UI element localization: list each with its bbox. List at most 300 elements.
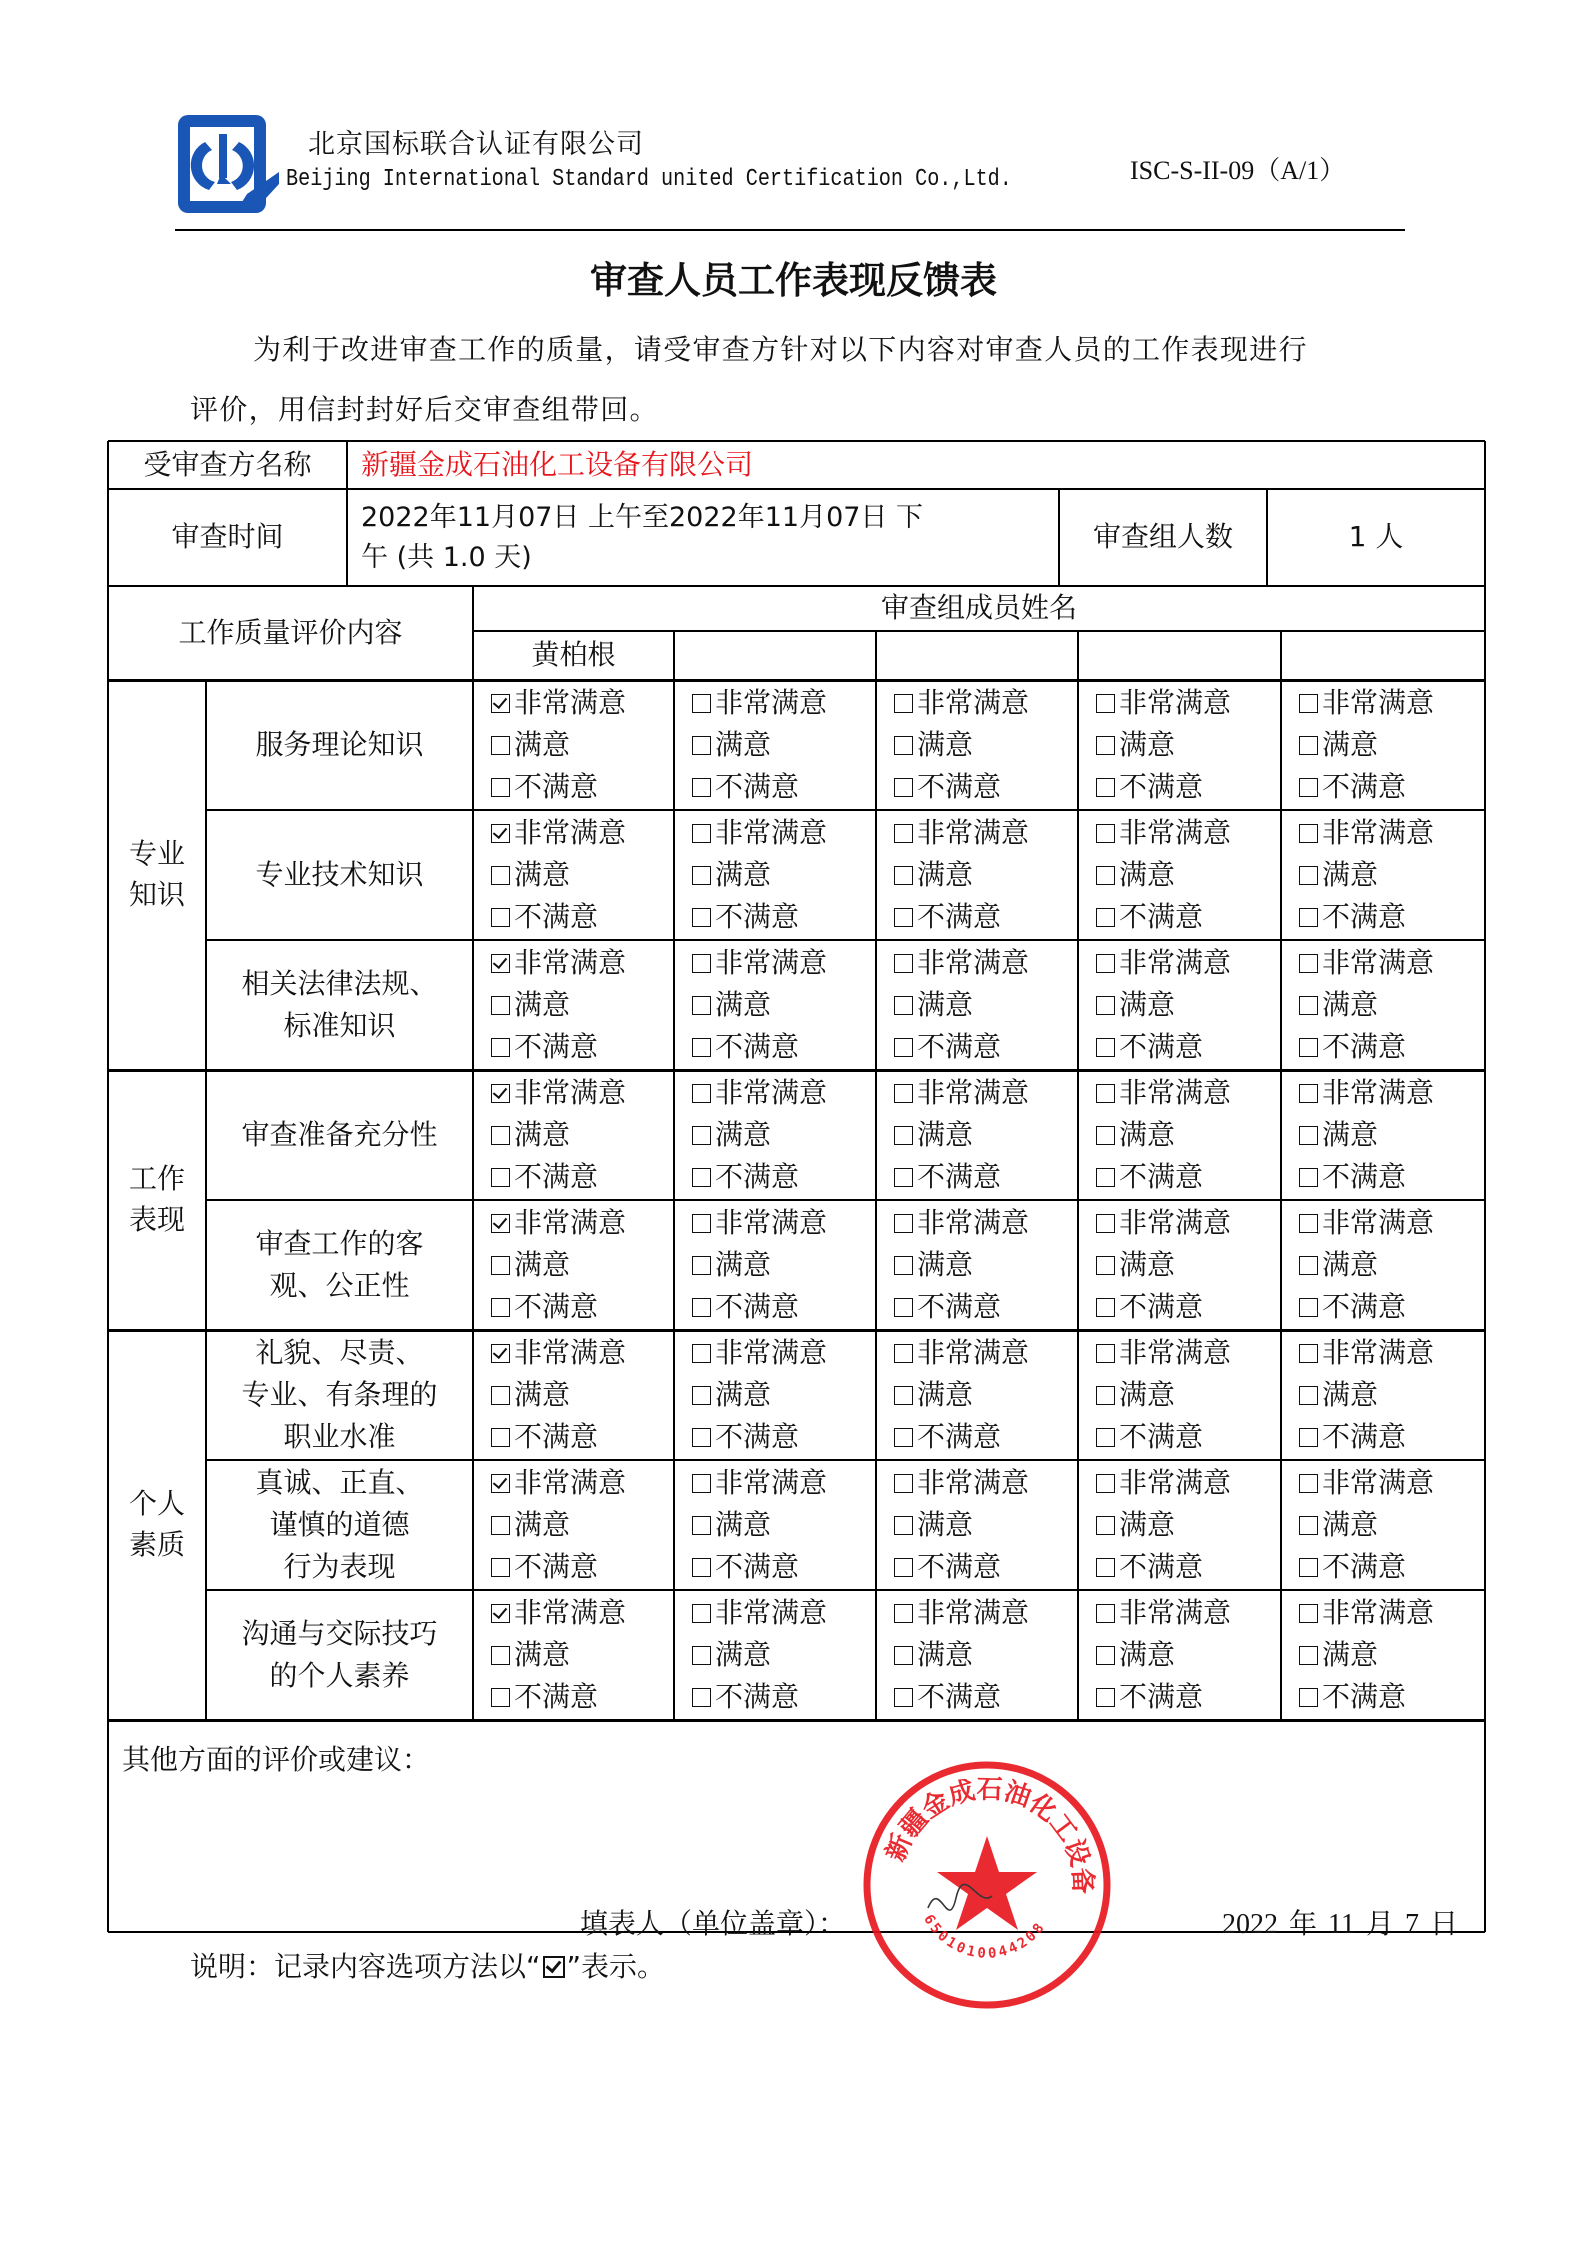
comments-label: 其他方面的评价或建议： bbox=[122, 1743, 431, 1776]
checkbox[interactable] bbox=[1096, 1646, 1115, 1665]
criterion-label-line: 标准知识 bbox=[283, 1009, 396, 1042]
checkbox[interactable] bbox=[1299, 1604, 1318, 1623]
option-label: 非常满意 bbox=[1119, 1596, 1232, 1629]
option-label: 非常满意 bbox=[917, 1466, 1030, 1499]
checkbox[interactable] bbox=[1096, 1038, 1115, 1057]
rating-option[interactable] bbox=[491, 1546, 674, 1588]
criterion-label-line: 谨慎的道德 bbox=[269, 1508, 410, 1541]
rating-option[interactable] bbox=[491, 1156, 674, 1198]
checkbox[interactable] bbox=[692, 1516, 711, 1535]
rating-option[interactable] bbox=[491, 942, 674, 984]
checkbox[interactable] bbox=[1096, 778, 1115, 797]
table-border bbox=[206, 939, 1485, 942]
rating-option[interactable] bbox=[692, 1634, 876, 1676]
option-label: 不满意 bbox=[715, 1160, 800, 1193]
rating-option[interactable] bbox=[692, 682, 876, 724]
rating-option[interactable] bbox=[1299, 854, 1485, 896]
checkbox[interactable] bbox=[692, 694, 711, 713]
option-label: 满意 bbox=[715, 1118, 772, 1151]
rating-option[interactable] bbox=[491, 1634, 674, 1676]
option-label: 非常满意 bbox=[514, 1466, 627, 1499]
checkbox[interactable] bbox=[1299, 1646, 1318, 1665]
rating-option[interactable] bbox=[1299, 1462, 1485, 1504]
checkbox[interactable] bbox=[894, 866, 913, 885]
table-border bbox=[673, 631, 676, 1720]
checkbox[interactable] bbox=[894, 1386, 913, 1405]
rating-option[interactable] bbox=[1299, 1676, 1485, 1718]
checkbox[interactable] bbox=[1299, 1256, 1318, 1275]
checkbox[interactable] bbox=[692, 1168, 711, 1187]
checkbox[interactable] bbox=[894, 1474, 913, 1493]
checkbox[interactable] bbox=[1299, 1126, 1318, 1145]
checkbox[interactable] bbox=[692, 954, 711, 973]
option-label: 不满意 bbox=[715, 1290, 800, 1323]
rating-option[interactable] bbox=[491, 854, 674, 896]
checkbox[interactable] bbox=[1096, 1558, 1115, 1577]
rating-option[interactable] bbox=[692, 1416, 876, 1458]
checkbox[interactable] bbox=[1096, 1604, 1115, 1623]
rating-option[interactable] bbox=[491, 1504, 674, 1546]
table-border bbox=[108, 679, 1485, 682]
rating-option[interactable] bbox=[894, 812, 1078, 854]
rating-option[interactable] bbox=[894, 1072, 1078, 1114]
checkbox[interactable] bbox=[1299, 1474, 1318, 1493]
rating-option[interactable] bbox=[692, 724, 876, 766]
checkbox[interactable] bbox=[692, 1474, 711, 1493]
rating-option[interactable] bbox=[692, 812, 876, 854]
checkbox[interactable] bbox=[1096, 1168, 1115, 1187]
checkbox[interactable] bbox=[491, 1688, 510, 1707]
rating-option[interactable] bbox=[894, 1026, 1078, 1068]
checkbox[interactable] bbox=[1299, 1428, 1318, 1447]
checkbox[interactable] bbox=[1096, 736, 1115, 755]
rating-option[interactable] bbox=[1299, 1114, 1485, 1156]
checkbox[interactable] bbox=[1096, 954, 1115, 973]
rating-option[interactable] bbox=[894, 1546, 1078, 1588]
fill-date: 2022 年 11 月 7 日 bbox=[1222, 1909, 1458, 1940]
rating-option[interactable] bbox=[894, 1634, 1078, 1676]
checkbox[interactable] bbox=[692, 996, 711, 1015]
checkbox[interactable] bbox=[894, 996, 913, 1015]
checked-checkbox-icon bbox=[543, 1956, 565, 1978]
rating-option[interactable] bbox=[1096, 1072, 1281, 1114]
checkbox[interactable] bbox=[491, 1646, 510, 1665]
checkbox[interactable] bbox=[894, 1298, 913, 1317]
checkbox[interactable] bbox=[894, 1256, 913, 1275]
checkbox[interactable] bbox=[894, 1084, 913, 1103]
rating-option[interactable] bbox=[1299, 1504, 1485, 1546]
rating-options bbox=[1078, 1330, 1281, 1460]
rating-option[interactable] bbox=[894, 1462, 1078, 1504]
checkbox[interactable] bbox=[491, 1386, 510, 1405]
rating-option[interactable] bbox=[894, 766, 1078, 808]
checkbox[interactable] bbox=[692, 1428, 711, 1447]
checkbox[interactable] bbox=[1096, 908, 1115, 927]
option-label: 不满意 bbox=[917, 1680, 1002, 1713]
rating-option[interactable] bbox=[894, 1202, 1078, 1244]
checked-checkbox[interactable] bbox=[491, 1214, 510, 1233]
option-label: 满意 bbox=[1119, 1248, 1176, 1281]
checkbox[interactable] bbox=[491, 866, 510, 885]
rating-option[interactable] bbox=[894, 1244, 1078, 1286]
checkbox[interactable] bbox=[894, 1038, 913, 1057]
rating-option[interactable] bbox=[491, 984, 674, 1026]
checkbox[interactable] bbox=[491, 996, 510, 1015]
rating-option[interactable] bbox=[1096, 1202, 1281, 1244]
rating-option[interactable] bbox=[692, 1244, 876, 1286]
checkbox[interactable] bbox=[1299, 778, 1318, 797]
option-label: 不满意 bbox=[1322, 1030, 1407, 1063]
rating-option[interactable] bbox=[491, 1114, 674, 1156]
checkbox[interactable] bbox=[1299, 1558, 1318, 1577]
rating-option[interactable] bbox=[692, 1676, 876, 1718]
rating-option[interactable] bbox=[692, 1592, 876, 1634]
rating-option[interactable] bbox=[692, 1504, 876, 1546]
checkbox[interactable] bbox=[1096, 1474, 1115, 1493]
checkbox[interactable] bbox=[1096, 1126, 1115, 1145]
rating-option[interactable] bbox=[1299, 1026, 1485, 1068]
checkbox[interactable] bbox=[894, 1646, 913, 1665]
rating-option[interactable] bbox=[1096, 1634, 1281, 1676]
table-border bbox=[108, 488, 1485, 490]
option-label: 不满意 bbox=[917, 1550, 1002, 1583]
rating-option[interactable] bbox=[491, 1202, 674, 1244]
checkbox[interactable] bbox=[491, 908, 510, 927]
rating-option[interactable] bbox=[894, 942, 1078, 984]
rating-option[interactable] bbox=[491, 1244, 674, 1286]
checkbox[interactable] bbox=[1299, 1168, 1318, 1187]
checkbox[interactable] bbox=[1096, 694, 1115, 713]
checkbox[interactable] bbox=[1299, 1386, 1318, 1405]
checkbox[interactable] bbox=[894, 1516, 913, 1535]
rating-option[interactable] bbox=[491, 1592, 674, 1634]
rating-option[interactable] bbox=[894, 854, 1078, 896]
rating-option[interactable] bbox=[1096, 896, 1281, 938]
rating-option[interactable] bbox=[894, 1156, 1078, 1198]
checkbox[interactable] bbox=[1096, 866, 1115, 885]
checkbox[interactable] bbox=[1299, 1084, 1318, 1103]
rating-option[interactable] bbox=[1299, 1592, 1485, 1634]
rating-option[interactable] bbox=[894, 724, 1078, 766]
rating-options bbox=[1281, 810, 1485, 940]
rating-option[interactable] bbox=[692, 1546, 876, 1588]
checkbox[interactable] bbox=[1096, 1214, 1115, 1233]
rating-option[interactable] bbox=[894, 1676, 1078, 1718]
comments-field[interactable] bbox=[120, 1780, 1470, 1890]
checkbox[interactable] bbox=[491, 1256, 510, 1275]
rating-option[interactable] bbox=[1096, 1462, 1281, 1504]
rating-option[interactable] bbox=[1299, 766, 1485, 808]
rating-options bbox=[473, 940, 674, 1070]
checkbox[interactable] bbox=[894, 954, 913, 973]
option-label: 满意 bbox=[1322, 988, 1379, 1021]
rating-option[interactable] bbox=[894, 1592, 1078, 1634]
checkbox[interactable] bbox=[1299, 954, 1318, 973]
checkbox[interactable] bbox=[692, 1298, 711, 1317]
checkbox[interactable] bbox=[692, 824, 711, 843]
rating-option[interactable] bbox=[692, 1202, 876, 1244]
checkbox[interactable] bbox=[1299, 1298, 1318, 1317]
rating-option[interactable] bbox=[1299, 942, 1485, 984]
checkbox[interactable] bbox=[1299, 1038, 1318, 1057]
option-label: 满意 bbox=[715, 858, 772, 891]
checkbox[interactable] bbox=[491, 1558, 510, 1577]
rating-option[interactable] bbox=[1096, 682, 1281, 724]
rating-option[interactable] bbox=[491, 1676, 674, 1718]
rating-option[interactable] bbox=[1096, 766, 1281, 808]
checkbox[interactable] bbox=[692, 1646, 711, 1665]
checkbox[interactable] bbox=[692, 1256, 711, 1275]
checkbox[interactable] bbox=[1096, 824, 1115, 843]
rating-option[interactable] bbox=[491, 1072, 674, 1114]
option-label: 满意 bbox=[514, 1118, 571, 1151]
rating-option[interactable] bbox=[1096, 1546, 1281, 1588]
rating-option[interactable] bbox=[1299, 1546, 1485, 1588]
checkbox[interactable] bbox=[692, 778, 711, 797]
option-label: 不满意 bbox=[1119, 1680, 1204, 1713]
rating-option[interactable] bbox=[894, 1504, 1078, 1546]
table-border bbox=[1484, 441, 1486, 1932]
checkbox[interactable] bbox=[1299, 824, 1318, 843]
rating-option[interactable] bbox=[1299, 724, 1485, 766]
rating-option[interactable] bbox=[491, 1374, 674, 1416]
rating-option[interactable] bbox=[1299, 682, 1485, 724]
checkbox[interactable] bbox=[894, 1214, 913, 1233]
checkbox[interactable] bbox=[894, 908, 913, 927]
rating-option[interactable] bbox=[692, 1072, 876, 1114]
rating-option[interactable] bbox=[692, 1374, 876, 1416]
rating-option[interactable] bbox=[1299, 812, 1485, 854]
rating-option[interactable] bbox=[491, 1416, 674, 1458]
checkbox[interactable] bbox=[1299, 908, 1318, 927]
rating-option[interactable] bbox=[894, 682, 1078, 724]
checkbox[interactable] bbox=[1096, 1256, 1115, 1275]
checkbox[interactable] bbox=[1096, 1688, 1115, 1707]
rating-option[interactable] bbox=[1299, 1416, 1485, 1458]
rating-option[interactable] bbox=[1096, 1676, 1281, 1718]
rating-option[interactable] bbox=[1096, 1416, 1281, 1458]
group-label-line: 个人 bbox=[128, 1487, 185, 1521]
rating-option[interactable] bbox=[1299, 1072, 1485, 1114]
checkbox[interactable] bbox=[1096, 1516, 1115, 1535]
checkbox[interactable] bbox=[491, 736, 510, 755]
rating-option[interactable] bbox=[491, 1462, 674, 1504]
rating-options bbox=[473, 1330, 674, 1460]
rating-option[interactable] bbox=[1299, 1244, 1485, 1286]
rating-option[interactable] bbox=[894, 896, 1078, 938]
rating-option[interactable] bbox=[1096, 1332, 1281, 1374]
checkbox[interactable] bbox=[1299, 1344, 1318, 1363]
option-label: 非常满意 bbox=[1322, 1466, 1435, 1499]
rating-option[interactable] bbox=[1096, 1026, 1281, 1068]
rating-option[interactable] bbox=[1299, 1332, 1485, 1374]
rating-option[interactable] bbox=[692, 1156, 876, 1198]
rating-option[interactable] bbox=[491, 724, 674, 766]
option-label: 满意 bbox=[715, 1638, 772, 1671]
checkbox[interactable] bbox=[692, 1604, 711, 1623]
checked-checkbox[interactable] bbox=[491, 1084, 510, 1103]
checkbox[interactable] bbox=[1096, 1386, 1115, 1405]
rating-option[interactable] bbox=[1096, 1286, 1281, 1328]
checkbox[interactable] bbox=[491, 1038, 510, 1057]
rating-option[interactable] bbox=[894, 1286, 1078, 1328]
checkbox[interactable] bbox=[1299, 1214, 1318, 1233]
rating-option[interactable] bbox=[692, 1026, 876, 1068]
option-label: 满意 bbox=[1322, 858, 1379, 891]
checkbox[interactable] bbox=[692, 908, 711, 927]
rating-options bbox=[473, 1590, 674, 1720]
option-label: 不满意 bbox=[715, 1550, 800, 1583]
rating-option[interactable] bbox=[692, 896, 876, 938]
checkbox[interactable] bbox=[491, 1516, 510, 1535]
checkbox[interactable] bbox=[692, 1558, 711, 1577]
checkbox[interactable] bbox=[894, 1168, 913, 1187]
checkbox[interactable] bbox=[692, 1214, 711, 1233]
auditee-label: 受审查方名称 bbox=[143, 447, 312, 481]
rating-option[interactable] bbox=[491, 1026, 674, 1068]
option-label: 不满意 bbox=[917, 1420, 1002, 1453]
rating-option[interactable] bbox=[491, 1332, 674, 1374]
member-name bbox=[1281, 631, 1485, 680]
checkbox[interactable] bbox=[894, 1428, 913, 1447]
rating-option[interactable] bbox=[1299, 896, 1485, 938]
checked-checkbox[interactable] bbox=[491, 1474, 510, 1493]
rating-option[interactable] bbox=[1299, 1634, 1485, 1676]
checkbox[interactable] bbox=[1096, 1298, 1115, 1317]
table-border bbox=[1077, 631, 1080, 1720]
checkbox[interactable] bbox=[894, 1126, 913, 1145]
option-label: 满意 bbox=[1119, 858, 1176, 891]
rating-option[interactable] bbox=[1299, 984, 1485, 1026]
rating-option[interactable] bbox=[1299, 1374, 1485, 1416]
rating-option[interactable] bbox=[692, 1286, 876, 1328]
checkbox[interactable] bbox=[1299, 694, 1318, 713]
checkbox[interactable] bbox=[894, 736, 913, 755]
checkbox[interactable] bbox=[894, 1604, 913, 1623]
group-label-line: 表现 bbox=[128, 1203, 185, 1236]
rating-option[interactable] bbox=[894, 1416, 1078, 1458]
checked-checkbox[interactable] bbox=[491, 1344, 510, 1363]
checked-checkbox[interactable] bbox=[491, 694, 510, 713]
rating-option[interactable] bbox=[692, 766, 876, 808]
rating-option[interactable] bbox=[692, 942, 876, 984]
checkbox[interactable] bbox=[692, 1344, 711, 1363]
checkbox[interactable] bbox=[692, 1038, 711, 1057]
rating-option[interactable] bbox=[1096, 1156, 1281, 1198]
rating-option[interactable] bbox=[491, 682, 674, 724]
checkbox[interactable] bbox=[692, 1688, 711, 1707]
rating-option[interactable] bbox=[692, 854, 876, 896]
rating-option[interactable] bbox=[1096, 984, 1281, 1026]
option-label: 满意 bbox=[715, 1378, 772, 1411]
rating-option[interactable] bbox=[1299, 1202, 1485, 1244]
checkbox[interactable] bbox=[491, 1298, 510, 1317]
criterion-label-line: 行为表现 bbox=[283, 1550, 396, 1583]
checkbox[interactable] bbox=[894, 1344, 913, 1363]
rating-option[interactable] bbox=[491, 812, 674, 854]
rating-option[interactable] bbox=[894, 1114, 1078, 1156]
option-label: 非常满意 bbox=[917, 1596, 1030, 1629]
rating-option[interactable] bbox=[1096, 1114, 1281, 1156]
option-label: 不满意 bbox=[715, 900, 800, 933]
table-border bbox=[1266, 489, 1268, 586]
checkbox[interactable] bbox=[1299, 736, 1318, 755]
checkbox[interactable] bbox=[894, 778, 913, 797]
checkbox[interactable] bbox=[894, 824, 913, 843]
checkbox[interactable] bbox=[1096, 1344, 1115, 1363]
checked-checkbox[interactable] bbox=[491, 954, 510, 973]
checkbox[interactable] bbox=[1299, 996, 1318, 1015]
checkbox[interactable] bbox=[692, 866, 711, 885]
group-label bbox=[108, 680, 206, 1070]
option-label: 满意 bbox=[917, 1118, 974, 1151]
checkbox[interactable] bbox=[894, 1558, 913, 1577]
option-label: 非常满意 bbox=[715, 1206, 828, 1239]
checkbox[interactable] bbox=[692, 736, 711, 755]
rating-option[interactable] bbox=[692, 984, 876, 1026]
rating-option[interactable] bbox=[1096, 1374, 1281, 1416]
option-label: 满意 bbox=[917, 858, 974, 891]
rating-option[interactable] bbox=[491, 766, 674, 808]
checked-checkbox[interactable] bbox=[491, 824, 510, 843]
option-label: 满意 bbox=[514, 858, 571, 891]
checkbox[interactable] bbox=[491, 1428, 510, 1447]
rating-option[interactable] bbox=[692, 1114, 876, 1156]
rating-option[interactable] bbox=[1096, 942, 1281, 984]
rating-option[interactable] bbox=[1096, 854, 1281, 896]
seal-number: 6501010044208 bbox=[920, 1912, 1050, 1962]
option-label: 不满意 bbox=[917, 900, 1002, 933]
checkbox[interactable] bbox=[1299, 1688, 1318, 1707]
rating-option[interactable] bbox=[1096, 1592, 1281, 1634]
rating-option[interactable] bbox=[1096, 724, 1281, 766]
checkbox[interactable] bbox=[1096, 1084, 1115, 1103]
checkbox[interactable] bbox=[1299, 866, 1318, 885]
checkbox[interactable] bbox=[1096, 996, 1115, 1015]
rating-option[interactable] bbox=[1096, 1244, 1281, 1286]
checkbox[interactable] bbox=[894, 694, 913, 713]
star-icon bbox=[937, 1836, 1037, 1930]
rating-option[interactable] bbox=[491, 1286, 674, 1328]
rating-option[interactable] bbox=[1299, 1156, 1485, 1198]
checkbox[interactable] bbox=[692, 1126, 711, 1145]
checkbox[interactable] bbox=[491, 778, 510, 797]
criterion-label-line: 的个人素养 bbox=[269, 1659, 410, 1692]
rating-option[interactable] bbox=[1096, 1504, 1281, 1546]
option-label: 不满意 bbox=[715, 1680, 800, 1713]
checkbox[interactable] bbox=[1299, 1516, 1318, 1535]
checkbox[interactable] bbox=[1096, 1428, 1115, 1447]
checkbox[interactable] bbox=[894, 1688, 913, 1707]
checked-checkbox[interactable] bbox=[491, 1604, 510, 1623]
rating-option[interactable] bbox=[1299, 1286, 1485, 1328]
checkbox[interactable] bbox=[491, 1168, 510, 1187]
table-border bbox=[473, 630, 1485, 632]
rating-option[interactable] bbox=[894, 1332, 1078, 1374]
rating-options bbox=[674, 680, 876, 810]
checkbox[interactable] bbox=[692, 1084, 711, 1103]
rating-option[interactable] bbox=[1096, 812, 1281, 854]
rating-option[interactable] bbox=[894, 1374, 1078, 1416]
rating-option[interactable] bbox=[491, 896, 674, 938]
rating-option[interactable] bbox=[692, 1332, 876, 1374]
table-border bbox=[108, 1719, 1485, 1722]
rating-option[interactable] bbox=[692, 1462, 876, 1504]
checkbox[interactable] bbox=[692, 1386, 711, 1405]
rating-option[interactable] bbox=[894, 984, 1078, 1026]
option-label: 非常满意 bbox=[514, 1336, 627, 1369]
checkbox[interactable] bbox=[491, 1126, 510, 1145]
